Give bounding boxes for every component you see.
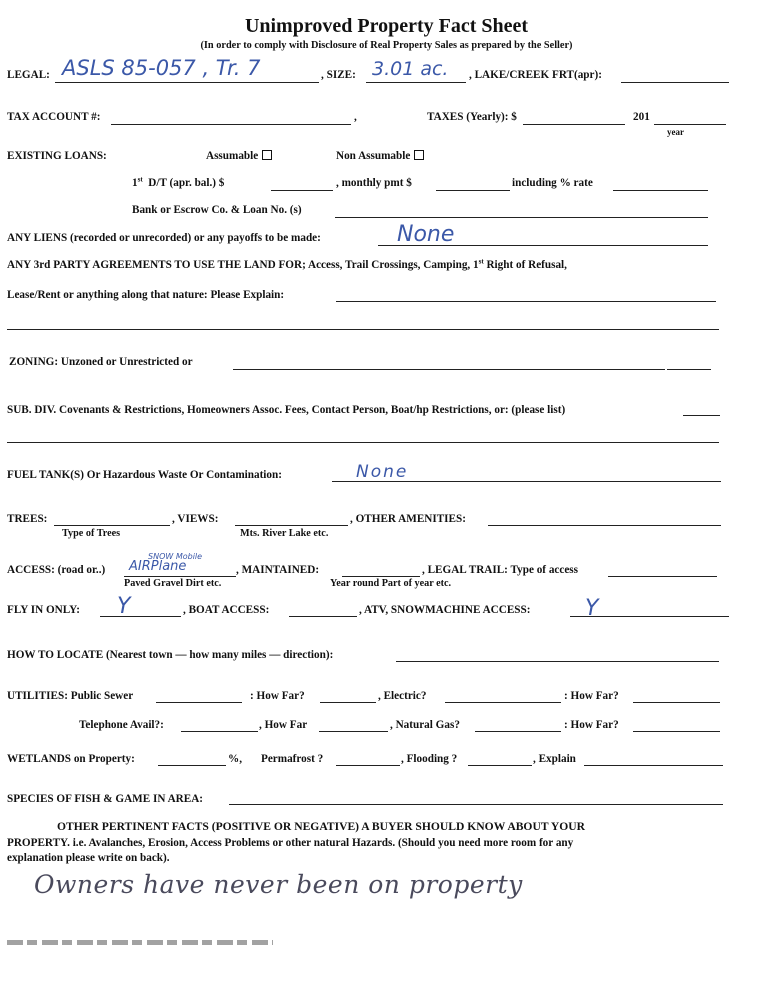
wetlands-label: WETLANDS on Property: xyxy=(7,753,135,765)
dt-balance-field[interactable] xyxy=(271,190,333,191)
wetlands-field[interactable] xyxy=(158,765,226,766)
locate-field[interactable] xyxy=(396,661,719,662)
views-sublabel: Mts. River Lake etc. xyxy=(240,528,329,539)
views-field[interactable] xyxy=(235,525,348,526)
gas-howfar-field[interactable] xyxy=(633,731,720,732)
electric-label: , Electric? xyxy=(378,690,427,702)
zoning-field[interactable] xyxy=(233,369,665,370)
agreements-line1-b: Right of Refusal, xyxy=(483,259,567,271)
size-value: 3.01 ac. xyxy=(372,58,449,80)
taxes-year-note: year xyxy=(667,127,684,137)
non-assumable-checkbox[interactable] xyxy=(414,150,424,160)
size-field[interactable] xyxy=(366,82,466,83)
telephone-howfar-label: , How Far xyxy=(259,719,308,731)
subdiv-label: SUB. DIV. Covenants & Restrictions, Homeowners Assoc. Fees, Contact Person, Boat/hp Restrictions, or: (please list) xyxy=(7,404,566,416)
species-field[interactable] xyxy=(229,804,723,805)
sewer-field[interactable] xyxy=(156,702,242,703)
access-value: AIRPlane xyxy=(129,559,187,574)
subdiv-field-1[interactable] xyxy=(683,415,720,416)
maintained-label: , MAINTAINED: xyxy=(236,564,320,576)
pertinent-line3: explanation please write on back). xyxy=(7,852,170,864)
pertinent-handwritten: Owners have never been on property xyxy=(34,870,523,899)
dt-monthly-field[interactable] xyxy=(436,190,510,191)
non-assumable-label: Non Assumable xyxy=(336,150,411,162)
access-label: ACCESS: (road or..) xyxy=(7,564,106,576)
zoning-field-extra[interactable] xyxy=(667,369,711,370)
trees-sublabel: Type of Trees xyxy=(62,528,121,539)
atv-value: Y xyxy=(585,596,599,621)
permafrost-label: Permafrost ? xyxy=(261,753,324,765)
dt-ordinal: 1 xyxy=(132,177,138,189)
taxes-year-prefix: 201 xyxy=(633,111,650,123)
trees-label: TREES: xyxy=(7,513,48,525)
liens-label: ANY LIENS (recorded or unrecorded) or any payoffs to be made: xyxy=(7,232,321,244)
agreements-line1-a: ANY 3rd PARTY AGREEMENTS TO USE THE LAND FOR; Access, Trail Crossings, Camping, 1 xyxy=(7,259,479,271)
access-sublabel: Paved Gravel Dirt etc. xyxy=(124,578,222,589)
subdiv-field-2[interactable] xyxy=(7,442,719,443)
legal-value: ASLS 85-057 , Tr. 7 xyxy=(62,56,261,80)
locate-label: HOW TO LOCATE (Nearest town — how many miles — direction): xyxy=(7,649,334,661)
fuel-value: None xyxy=(356,462,409,482)
fly-label: FLY IN ONLY: xyxy=(7,604,80,616)
fly-value: Y xyxy=(117,594,131,619)
atv-label: , ATV, SNOWMACHINE ACCESS: xyxy=(359,604,531,616)
tax-account-field[interactable] xyxy=(111,124,351,125)
amenities-label: , OTHER AMENITIES: xyxy=(350,513,466,525)
tax-account-sep: , xyxy=(354,111,357,123)
agreements-line1-sup: st xyxy=(478,257,484,266)
legal-field[interactable] xyxy=(55,82,319,83)
gas-howfar-label: : How Far? xyxy=(564,719,619,731)
assumable-checkbox[interactable] xyxy=(262,150,272,160)
boat-label: , BOAT ACCESS: xyxy=(183,604,270,616)
page-subtitle: (In order to comply with Disclosure of Real Property Sales as prepared by the Seller) xyxy=(200,40,573,51)
amenities-field[interactable] xyxy=(488,525,721,526)
liens-value: None xyxy=(397,222,455,247)
size-label: , SIZE: xyxy=(321,69,356,81)
trees-field[interactable] xyxy=(54,525,170,526)
bank-label: Bank or Escrow Co. & Loan No. (s) xyxy=(132,204,302,216)
loans-label: EXISTING LOANS: xyxy=(7,150,107,162)
electric-field[interactable] xyxy=(445,702,561,703)
taxes-year-field[interactable] xyxy=(654,124,726,125)
cutoff-text-fragment xyxy=(7,940,273,945)
telephone-label: Telephone Avail?: xyxy=(79,719,164,731)
species-label: SPECIES OF FISH & GAME IN AREA: xyxy=(7,793,204,805)
maintained-sublabel: Year round Part of year etc. xyxy=(330,578,452,589)
utilities-label: UTILITIES: Public Sewer xyxy=(7,690,134,702)
pertinent-line2: PROPERTY. i.e. Avalanches, Erosion, Access Problems or other natural Hazards. (Should you need more room for any xyxy=(7,837,574,849)
agreements-field-2[interactable] xyxy=(7,329,719,330)
assumable-label: Assumable xyxy=(206,150,259,162)
dt-ordinal-sup: st xyxy=(137,175,143,184)
legal-trail-field[interactable] xyxy=(608,576,717,577)
taxes-field[interactable] xyxy=(523,124,625,125)
telephone-field[interactable] xyxy=(181,731,258,732)
zoning-label: ZONING: Unzoned or Unrestricted or xyxy=(9,356,193,368)
dt-monthly-label: , monthly pmt $ xyxy=(336,177,412,189)
dt-rate-label: including % rate xyxy=(512,177,593,189)
boat-field[interactable] xyxy=(289,616,357,617)
flooding-label: , Flooding ? xyxy=(401,753,458,765)
tax-account-label: TAX ACCOUNT #: xyxy=(7,111,101,123)
access-value-top: SNOW Mobile xyxy=(148,552,203,561)
non-assumable-option[interactable] xyxy=(336,149,424,163)
legal-label: LEGAL: xyxy=(7,69,50,81)
dt-label xyxy=(132,176,224,190)
flooding-field[interactable] xyxy=(468,765,532,766)
dt-label-text: D/T (apr. bal.) $ xyxy=(148,177,225,189)
fuel-label: FUEL TANK(S) Or Hazardous Waste Or Contamination: xyxy=(7,469,282,481)
permafrost-field[interactable] xyxy=(336,765,400,766)
bank-field[interactable] xyxy=(335,217,708,218)
gas-label: , Natural Gas? xyxy=(390,719,460,731)
explain-label: , Explain xyxy=(533,753,576,765)
agreements-line2: Lease/Rent or anything along that nature: Please Explain: xyxy=(7,289,285,301)
sewer-howfar-label: : How Far? xyxy=(250,690,305,702)
wetlands-percent: %, xyxy=(228,753,242,765)
legal-trail-label: , LEGAL TRAIL: Type of access xyxy=(422,564,579,576)
taxes-label: TAXES (Yearly): $ xyxy=(427,111,517,123)
views-label: , VIEWS: xyxy=(172,513,219,525)
sewer-howfar-field[interactable] xyxy=(320,702,376,703)
assumable-option[interactable] xyxy=(206,149,272,163)
gas-field[interactable] xyxy=(475,731,561,732)
page-title: Unimproved Property Fact Sheet xyxy=(244,15,529,37)
agreements-line1 xyxy=(7,258,567,272)
lake-creek-field[interactable] xyxy=(621,82,729,83)
electric-howfar-field[interactable] xyxy=(633,702,720,703)
fly-field[interactable] xyxy=(100,616,181,617)
dt-rate-field[interactable] xyxy=(613,190,708,191)
lake-creek-label: , LAKE/CREEK FRT(apr): xyxy=(469,69,602,81)
explain-field[interactable] xyxy=(584,765,723,766)
agreements-field-1[interactable] xyxy=(336,301,716,302)
telephone-howfar-field[interactable] xyxy=(319,731,388,732)
pertinent-line1: OTHER PERTINENT FACTS (POSITIVE OR NEGATIVE) A BUYER SHOULD KNOW ABOUT YOUR xyxy=(57,820,585,833)
electric-howfar-label: : How Far? xyxy=(564,690,619,702)
